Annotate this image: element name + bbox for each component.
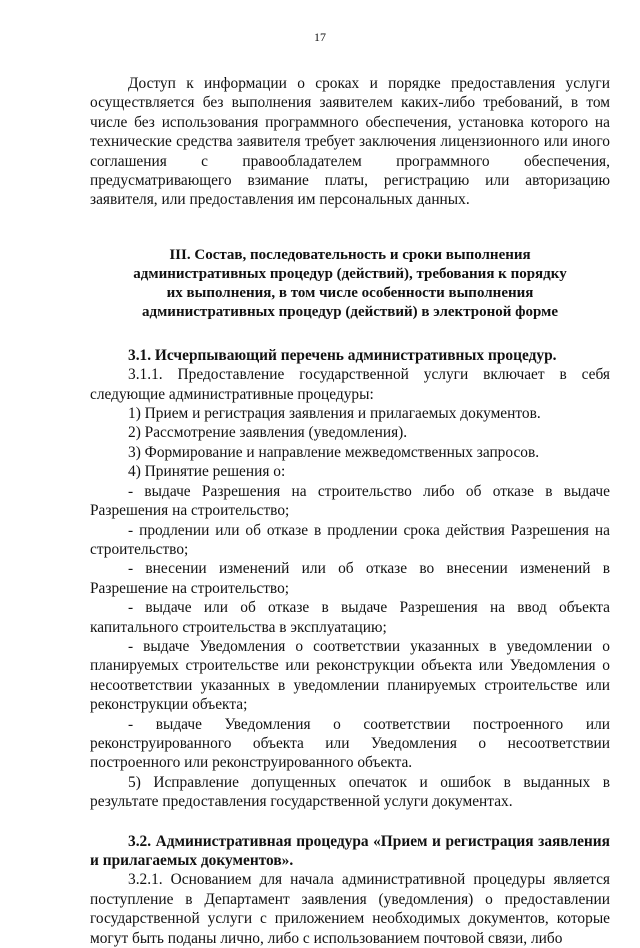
procedure-item: 4) Принятие решения о:: [128, 463, 286, 481]
procedure-item: 5) Исправление допущенных опечаток и ошибок в выданных в результате предоставления государственной услуги документах.: [90, 773, 610, 811]
section-3-heading-line: административных процедур (действий), требования к порядку: [133, 265, 567, 282]
decision-item: - выдаче или об отказе в выдаче Разрешения на ввод объекта капитального строительства в эксплуатацию;: [90, 599, 610, 636]
section-3-heading-line: административных процедур (действий) в электроной форме: [142, 303, 558, 320]
procedure-item: 2) Рассмотрение заявления (уведомления).: [128, 424, 408, 442]
section-3-heading: [90, 246, 610, 322]
paragraph-3-2-1: 3.2.1. Основанием для начала административной процедуры является поступление в Департамент заявления (уведомления) о предоставлении государственной услуги с приложением необходимых документов, которые могут быть поданы лично, либо с использованием почтовой связи, либо: [90, 871, 610, 947]
decision-item: - выдаче Уведомления о соответствии указанных в уведомлении о планируемых строительстве или реконструкции объекта или Уведомления о несоответствии указанных в уведомлении планируемых строительстве или реконструкции объекта;: [90, 637, 610, 714]
body-text: [90, 74, 610, 948]
subsection-3-1-heading: 3.1. Исчерпывающий перечень административных процедур.: [128, 346, 557, 364]
section-3-heading-line: III. Состав, последовательность и сроки выполнения: [169, 246, 531, 263]
decision-item: - выдаче Уведомления о соответствии построенного или реконструированного объекта или Уведомления о несоответствии построенного или реконструированного объекта.: [90, 715, 610, 772]
procedure-item: 3) Формирование и направление межведомственных запросов.: [128, 443, 540, 461]
decision-item: - продлении или об отказе в продлении срока действия Разрешения на строительство;: [90, 521, 610, 558]
decision-item: - внесении изменений или об отказе во внесении изменений в Разрешение на строительство;: [90, 560, 610, 597]
page-number: 17: [314, 30, 326, 44]
decision-item: - выдаче Разрешения на строительство либо об отказе в выдаче Разрешения на строительство;: [90, 482, 610, 520]
intro-paragraph: Доступ к информации о сроках и порядке предоставления услуги осуществляется без выполнения заявителем каких-либо требований, в том числе без использования программного обеспечения, установка которого на технические средства заявителя требует заключения лицензионного или иного соглашения с правообладателем программного обеспечения, предусматривающего взимание платы, регистрацию или авторизацию заявителя, или предоставления им персональных данных.: [90, 75, 610, 209]
section-3-heading-line: их выполнения, в том числе особенности выполнения: [166, 284, 534, 301]
subsection-3-2-heading: 3.2. Административная процедура «Прием и регистрация заявления и прилагаемых документов».: [90, 832, 610, 869]
procedure-item: 1) Прием и регистрация заявления и прилагаемых документов.: [128, 405, 541, 423]
paragraph-3-1-1: 3.1.1. Предоставление государственной услуги включает в себя следующие административные процедуры:: [90, 366, 610, 403]
